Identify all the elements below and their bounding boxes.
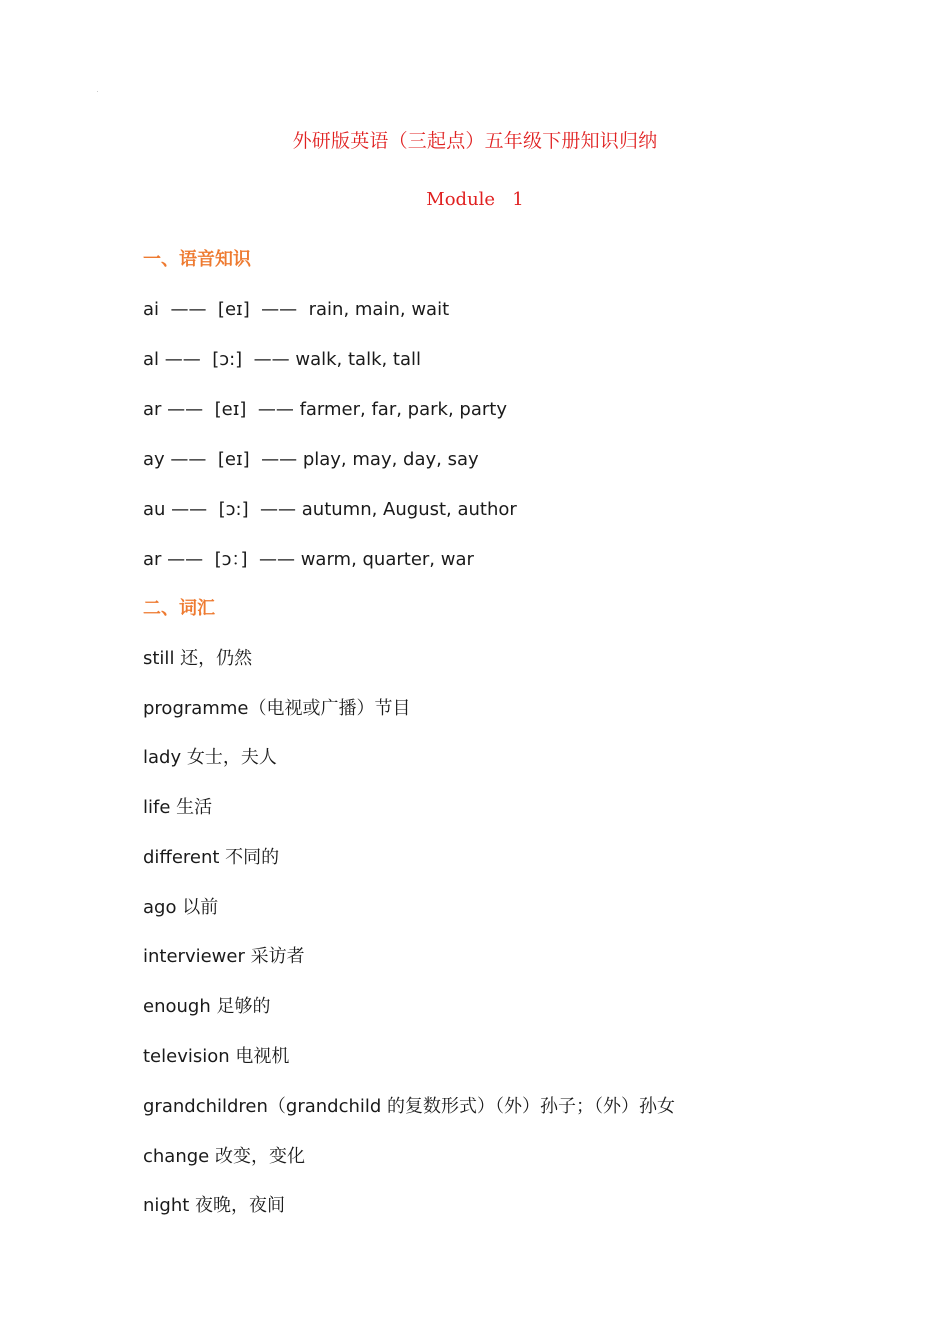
section-heading-phonics: 一、语音知识 <box>143 249 251 270</box>
phonics-line: ar —— [ɔ：] —— warm, quarter, war <box>143 549 474 570</box>
document-title: 外研版英语（三起点）五年级下册知识归纳 <box>292 130 658 152</box>
vocab-item: programme（电视或广播）节目 <box>143 698 411 719</box>
module-heading: Module 1 <box>426 189 524 210</box>
vocab-item: enough 足够的 <box>143 996 271 1017</box>
vocab-item: grandchildren（grandchild 的复数形式）（外）孙子；（外）孙女 <box>143 1096 676 1117</box>
vocab-item: change 改变，变化 <box>143 1146 305 1167</box>
vocab-item: interviewer 采访者 <box>143 946 305 967</box>
vocab-item: ago 以前 <box>143 897 219 918</box>
vocab-item: television 电视机 <box>143 1046 290 1067</box>
section-heading-vocabulary: 二、词汇 <box>143 598 215 619</box>
scan-speck <box>97 91 98 92</box>
phonics-line: ay —— [eɪ] —— play, may, day, say <box>143 449 479 470</box>
phonics-line: au —— [ɔ:] —— autumn, August, author <box>143 499 517 520</box>
vocab-item: different 不同的 <box>143 847 280 868</box>
vocab-item: night 夜晚，夜间 <box>143 1195 286 1216</box>
phonics-line: ar —— [eɪ] —— farmer, far, park, party <box>143 399 507 420</box>
vocab-item: lady 女士，夫人 <box>143 747 277 768</box>
phonics-line: al —— [ɔ:] —— walk, talk, tall <box>143 349 422 370</box>
vocab-item: life 生活 <box>143 797 213 818</box>
phonics-line: ai —— [eɪ] —— rain, main, wait <box>143 299 450 320</box>
vocab-item: still 还，仍然 <box>143 648 253 669</box>
